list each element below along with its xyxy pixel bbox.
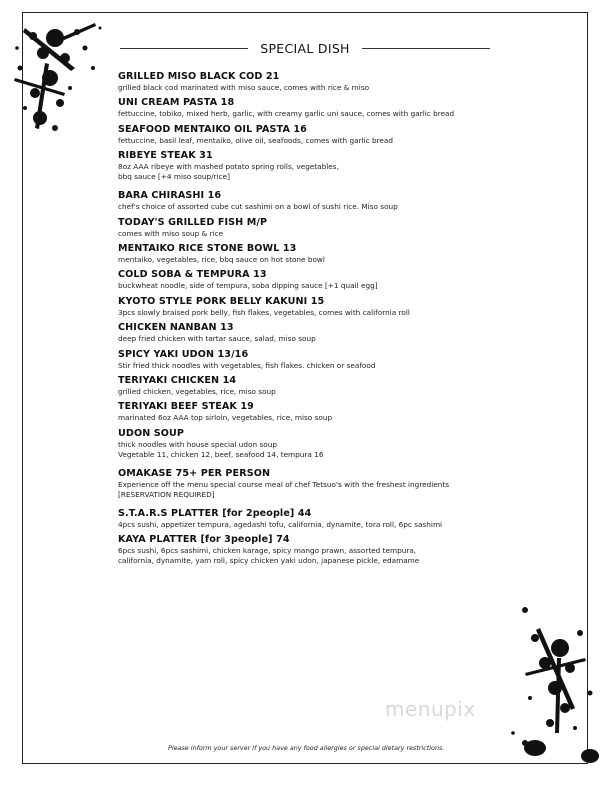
- page-title: SPECIAL DISH: [260, 40, 350, 56]
- ink-splatter-bottom-right: [505, 598, 605, 798]
- item-name: KAYA PLATTER [for 3people] 74: [118, 534, 290, 546]
- item-name: RIBEYE STEAK 31: [118, 150, 213, 162]
- item-description: [RESERVATION REQUIRED]: [118, 489, 215, 499]
- menu-item: [118, 296, 558, 322]
- item-name: S.T.A.R.S PLATTER [for 2people] 44: [118, 507, 312, 519]
- item-description: mentaiko, vegetables, rice, bbq sauce on hot stone bowl: [118, 254, 325, 264]
- menu-item: [118, 190, 558, 216]
- allergy-notice: Please inform your server if you have any food allergies or special dietary restrictions.: [168, 744, 445, 752]
- menu-item: [118, 322, 558, 348]
- item-name: COLD SOBA & TEMPURA 13: [118, 269, 267, 281]
- item-name: SEAFOOD MENTAIKO OIL PASTA 16: [118, 123, 307, 135]
- item-description: grilled chicken, vegetables, rice, miso soup: [118, 386, 276, 396]
- item-description: 3pcs slowly braised pork belly, fish flakes, vegetables, comes with california roll: [118, 307, 410, 317]
- item-name: TERIYAKI CHICKEN 14: [118, 374, 237, 386]
- item-description: 4pcs sushi, appetizer tempura, agedashi tofu, california, dynamite, tora roll, 6pc sashimi: [118, 519, 443, 529]
- item-description: fettuccine, tobiko, mixed herb, garlic, with creamy garlic uni sauce, comes with garlic bread: [118, 109, 455, 119]
- item-description: buckwheat noodle, side of tempura, soba dipping sauce [+1 quail egg]: [118, 281, 378, 291]
- item-description: thick noodles with house special udon soup: [118, 439, 277, 449]
- item-name: UNI CREAM PASTA 18: [118, 97, 235, 109]
- item-description: Stir fried thick noodles with vegetables, fish flakes. chicken or seafood: [118, 360, 376, 370]
- menu-items: [118, 71, 558, 574]
- item-name: SPICY YAKI UDON 13/16: [118, 348, 249, 360]
- item-description: chef's choice of assorted cube cut sashimi on a bowl of sushi rice. Miso soup: [118, 202, 398, 212]
- item-name: TODAY'S GRILLED FISH M/P: [118, 216, 268, 228]
- item-description: fettuccine, basil leaf, mentaiko, olive oil, seafoods, comes with garlic bread: [118, 135, 394, 145]
- menu-item: [118, 217, 558, 243]
- menu-item: [118, 401, 558, 427]
- item-name: BARA CHIRASHI 16: [118, 190, 222, 202]
- item-name: KYOTO STYLE PORK BELLY KAKUNI 15: [118, 295, 325, 307]
- item-description: bbq sauce [+4 miso soup/rice]: [118, 172, 230, 182]
- watermark: menupix: [385, 697, 476, 721]
- item-description: Experience off the menu special course meal of chef Tetsuo's with the freshest ingredients: [118, 479, 450, 489]
- item-description: comes with miso soup & rice: [118, 228, 224, 238]
- menu-item: [118, 150, 558, 190]
- item-name: GRILLED MISO BLACK COD 21: [118, 71, 280, 82]
- item-description: 8oz AAA ribeye with mashed potato spring rolls, vegetables,: [118, 162, 339, 172]
- ink-splatter-top-left: [5, 8, 115, 148]
- menu-item: [118, 269, 558, 295]
- item-description: california, dynamite, yam roll, spicy chicken yaki udon, japanese pickle, edamame: [118, 556, 420, 566]
- item-name: UDON SOUP: [118, 427, 185, 439]
- item-description: marinated 6oz AAA top sirloin, vegetables, rice, miso soup: [118, 413, 333, 423]
- item-name: MENTAIKO RICE STONE BOWL 13: [118, 242, 297, 254]
- item-name: TERIYAKI BEEF STEAK 19: [118, 401, 254, 413]
- item-name: CHICKEN NANBAN 13: [118, 322, 234, 334]
- menu-item: [118, 71, 558, 97]
- item-description: 6pcs sushi, 6pcs sashimi, chicken karage, spicy mango prawn, assorted tempura,: [118, 546, 417, 556]
- menu-item: [118, 97, 558, 123]
- title-rule-right: [362, 48, 490, 49]
- item-description: deep fried chicken with tartar sauce, salad, miso soup: [118, 334, 316, 344]
- menu-item: [118, 375, 558, 401]
- menu-item: [118, 349, 558, 375]
- item-name: OMAKASE 75+ PER PERSON: [118, 467, 271, 479]
- title-rule-left: [120, 48, 248, 49]
- menu-item: [118, 534, 558, 574]
- item-description: Vegetable 11, chicken 12, beef, seafood 14, tempura 16: [118, 449, 324, 459]
- menu-item: [118, 124, 558, 150]
- item-description: grilled black cod marinated with miso sauce, comes with rice & miso: [118, 83, 370, 92]
- menu-item: [118, 468, 558, 508]
- title-row: [120, 38, 490, 58]
- menu-item: [118, 243, 558, 269]
- menu-item: [118, 428, 558, 468]
- menu-item: [118, 508, 558, 534]
